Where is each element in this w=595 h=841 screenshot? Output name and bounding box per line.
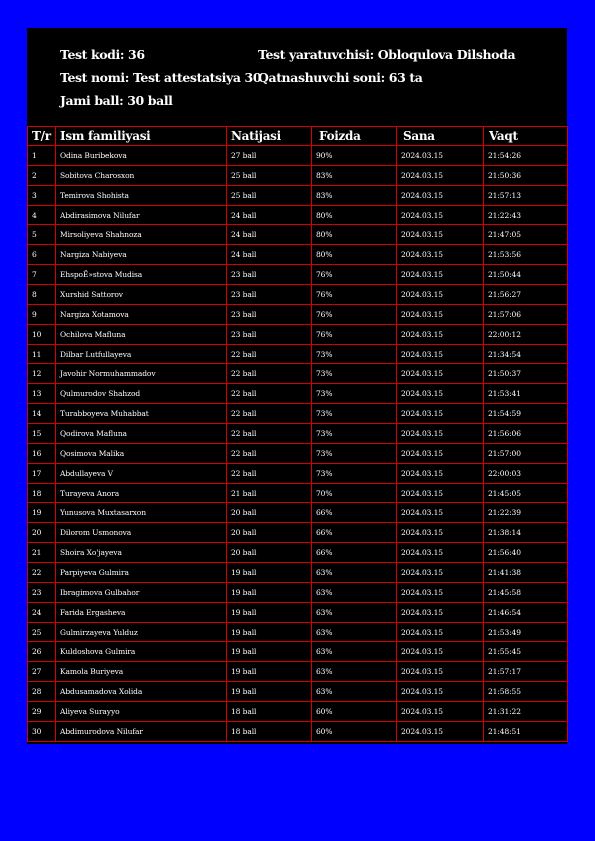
row-number: 13 — [28, 384, 56, 404]
column-header-name: Ism familiyasi — [56, 127, 227, 146]
participant-name: Temirova Shohista — [56, 185, 227, 205]
table-row — [28, 662, 568, 682]
result-score: 19 ball — [227, 622, 312, 642]
row-number: 18 — [28, 483, 56, 503]
result-score: 22 ball — [227, 384, 312, 404]
result-date: 2024.03.15 — [397, 622, 484, 642]
table-row — [28, 344, 568, 364]
result-percent: 80% — [312, 205, 397, 225]
table-row — [28, 463, 568, 483]
result-date: 2024.03.15 — [397, 205, 484, 225]
result-percent: 83% — [312, 165, 397, 185]
result-date: 2024.03.15 — [397, 563, 484, 583]
result-date: 2024.03.15 — [397, 443, 484, 463]
table-row — [28, 285, 568, 305]
result-score: 19 ball — [227, 563, 312, 583]
result-score: 22 ball — [227, 463, 312, 483]
result-date: 2024.03.15 — [397, 682, 484, 702]
table-row — [28, 185, 568, 205]
table-row — [28, 265, 568, 285]
table-header-row — [28, 127, 568, 146]
row-number: 1 — [28, 146, 56, 166]
row-number: 29 — [28, 702, 56, 722]
result-time: 21:55:45 — [484, 642, 568, 662]
result-time: 21:46:54 — [484, 602, 568, 622]
row-number: 27 — [28, 662, 56, 682]
result-percent: 60% — [312, 721, 397, 741]
result-percent: 63% — [312, 662, 397, 682]
participant-name: Shoira Xo'jayeva — [56, 543, 227, 563]
row-number: 14 — [28, 404, 56, 424]
table-row — [28, 602, 568, 622]
result-percent: 76% — [312, 265, 397, 285]
table-row — [28, 483, 568, 503]
participant-name: Qodirova Mafluna — [56, 424, 227, 444]
result-percent: 83% — [312, 185, 397, 205]
participant-name: Aliyeva Surayyo — [56, 702, 227, 722]
table-row — [28, 205, 568, 225]
result-date: 2024.03.15 — [397, 463, 484, 483]
table-row — [28, 324, 568, 344]
result-time: 21:31:22 — [484, 702, 568, 722]
row-number: 20 — [28, 523, 56, 543]
result-score: 25 ball — [227, 185, 312, 205]
result-time: 21:50:36 — [484, 165, 568, 185]
result-date: 2024.03.15 — [397, 324, 484, 344]
participant-name: Abdimurodova Nilufar — [56, 721, 227, 741]
participant-name: Turayeva Anora — [56, 483, 227, 503]
table-row — [28, 642, 568, 662]
table-row — [28, 146, 568, 166]
result-score: 23 ball — [227, 265, 312, 285]
participant-name: Mirsoliyeva Shahnoza — [56, 225, 227, 245]
result-time: 21:53:49 — [484, 622, 568, 642]
column-header-number: T/r — [28, 127, 56, 146]
result-date: 2024.03.15 — [397, 265, 484, 285]
result-time: 21:50:37 — [484, 364, 568, 384]
result-score: 19 ball — [227, 582, 312, 602]
result-score: 19 ball — [227, 662, 312, 682]
table-row — [28, 165, 568, 185]
table-row — [28, 682, 568, 702]
result-percent: 70% — [312, 483, 397, 503]
result-percent: 66% — [312, 503, 397, 523]
participant-name: Yunusova Muxtasarxon — [56, 503, 227, 523]
participant-name: Abdusamadova Xolida — [56, 682, 227, 702]
table-row — [28, 245, 568, 265]
test-info-header — [27, 28, 567, 126]
row-number: 19 — [28, 503, 56, 523]
result-score: 19 ball — [227, 602, 312, 622]
participant-name: Dilbar Lutfullayeva — [56, 344, 227, 364]
row-number: 21 — [28, 543, 56, 563]
result-percent: 63% — [312, 682, 397, 702]
result-percent: 66% — [312, 523, 397, 543]
result-score: 22 ball — [227, 344, 312, 364]
result-score: 23 ball — [227, 285, 312, 305]
column-header-result: Natijasi — [227, 127, 312, 146]
test-name: Test nomi: Test attestatsiya 30 — [60, 70, 262, 85]
results-table — [27, 126, 568, 742]
row-number: 12 — [28, 364, 56, 384]
result-score: 19 ball — [227, 642, 312, 662]
column-header-percent: Foizda — [312, 127, 397, 146]
table-row — [28, 563, 568, 583]
result-time: 21:22:43 — [484, 205, 568, 225]
result-score: 23 ball — [227, 324, 312, 344]
results-sheet — [27, 28, 567, 744]
result-time: 21:58:55 — [484, 682, 568, 702]
result-time: 21:57:13 — [484, 185, 568, 205]
result-percent: 73% — [312, 364, 397, 384]
table-row — [28, 582, 568, 602]
result-time: 21:54:59 — [484, 404, 568, 424]
result-date: 2024.03.15 — [397, 523, 484, 543]
row-number: 6 — [28, 245, 56, 265]
table-row — [28, 523, 568, 543]
table-row — [28, 721, 568, 741]
participant-name: Qosimova Malika — [56, 443, 227, 463]
row-number: 30 — [28, 721, 56, 741]
result-percent: 73% — [312, 384, 397, 404]
table-row — [28, 384, 568, 404]
participant-name: Nargiza Xotamova — [56, 304, 227, 324]
result-date: 2024.03.15 — [397, 602, 484, 622]
result-date: 2024.03.15 — [397, 344, 484, 364]
result-score: 20 ball — [227, 523, 312, 543]
result-percent: 73% — [312, 443, 397, 463]
row-number: 3 — [28, 185, 56, 205]
result-date: 2024.03.15 — [397, 702, 484, 722]
result-time: 21:56:40 — [484, 543, 568, 563]
result-date: 2024.03.15 — [397, 662, 484, 682]
result-percent: 66% — [312, 543, 397, 563]
result-percent: 90% — [312, 146, 397, 166]
result-time: 21:50:44 — [484, 265, 568, 285]
result-score: 19 ball — [227, 682, 312, 702]
participant-name: EhspoЁ»stova Mudisa — [56, 265, 227, 285]
result-date: 2024.03.15 — [397, 424, 484, 444]
result-date: 2024.03.15 — [397, 285, 484, 305]
result-score: 21 ball — [227, 483, 312, 503]
result-percent: 80% — [312, 225, 397, 245]
result-date: 2024.03.15 — [397, 483, 484, 503]
result-score: 24 ball — [227, 245, 312, 265]
participant-name: Ochilova Mafluna — [56, 324, 227, 344]
table-body — [28, 146, 568, 742]
result-score: 23 ball — [227, 304, 312, 324]
result-score: 22 ball — [227, 364, 312, 384]
result-date: 2024.03.15 — [397, 364, 484, 384]
result-score: 20 ball — [227, 503, 312, 523]
row-number: 26 — [28, 642, 56, 662]
result-score: 22 ball — [227, 424, 312, 444]
result-date: 2024.03.15 — [397, 146, 484, 166]
participant-name: Odina Buribekova — [56, 146, 227, 166]
result-time: 21:45:05 — [484, 483, 568, 503]
row-number: 9 — [28, 304, 56, 324]
result-time: 21:41:38 — [484, 563, 568, 583]
result-percent: 73% — [312, 424, 397, 444]
result-score: 24 ball — [227, 205, 312, 225]
result-percent: 80% — [312, 245, 397, 265]
row-number: 7 — [28, 265, 56, 285]
table-row — [28, 225, 568, 245]
result-percent: 63% — [312, 563, 397, 583]
row-number: 22 — [28, 563, 56, 583]
column-header-date: Sana — [397, 127, 484, 146]
result-score: 25 ball — [227, 165, 312, 185]
result-time: 21:57:17 — [484, 662, 568, 682]
result-time: 21:48:51 — [484, 721, 568, 741]
row-number: 23 — [28, 582, 56, 602]
result-time: 21:47:05 — [484, 225, 568, 245]
table-row — [28, 503, 568, 523]
result-time: 21:57:06 — [484, 304, 568, 324]
row-number: 25 — [28, 622, 56, 642]
participant-name: Dilorom Usmonova — [56, 523, 227, 543]
row-number: 24 — [28, 602, 56, 622]
result-percent: 63% — [312, 582, 397, 602]
result-time: 21:34:54 — [484, 344, 568, 364]
result-time: 21:56:06 — [484, 424, 568, 444]
row-number: 28 — [28, 682, 56, 702]
result-percent: 73% — [312, 463, 397, 483]
table-row — [28, 304, 568, 324]
result-score: 18 ball — [227, 702, 312, 722]
result-time: 21:54:26 — [484, 146, 568, 166]
result-percent: 63% — [312, 602, 397, 622]
row-number: 11 — [28, 344, 56, 364]
result-score: 22 ball — [227, 404, 312, 424]
test-creator: Test yaratuvchisi: Obloqulova Dilshoda — [258, 47, 516, 62]
participant-count: Qatnashuvchi soni: 63 ta — [258, 70, 423, 85]
result-percent: 76% — [312, 304, 397, 324]
table-row — [28, 702, 568, 722]
result-date: 2024.03.15 — [397, 404, 484, 424]
participant-name: Parpiyeva Gulmira — [56, 563, 227, 583]
participant-name: Ibragimova Gulbahor — [56, 582, 227, 602]
participant-name: Sobitova Charosxon — [56, 165, 227, 185]
result-percent: 73% — [312, 404, 397, 424]
participant-name: Nargiza Nabiyeva — [56, 245, 227, 265]
result-date: 2024.03.15 — [397, 503, 484, 523]
result-date: 2024.03.15 — [397, 225, 484, 245]
result-score: 22 ball — [227, 443, 312, 463]
result-date: 2024.03.15 — [397, 543, 484, 563]
result-time: 21:53:41 — [484, 384, 568, 404]
result-date: 2024.03.15 — [397, 185, 484, 205]
result-date: 2024.03.15 — [397, 384, 484, 404]
column-header-time: Vaqt — [484, 127, 568, 146]
result-time: 21:56:27 — [484, 285, 568, 305]
result-date: 2024.03.15 — [397, 721, 484, 741]
result-time: 22:00:12 — [484, 324, 568, 344]
result-date: 2024.03.15 — [397, 582, 484, 602]
participant-name: Javohir Normuhammadov — [56, 364, 227, 384]
result-score: 24 ball — [227, 225, 312, 245]
row-number: 5 — [28, 225, 56, 245]
result-time: 21:22:39 — [484, 503, 568, 523]
row-number: 4 — [28, 205, 56, 225]
participant-name: Kuldoshova Gulmira — [56, 642, 227, 662]
result-date: 2024.03.15 — [397, 245, 484, 265]
result-date: 2024.03.15 — [397, 642, 484, 662]
participant-name: Gulmirzayeva Yulduz — [56, 622, 227, 642]
result-time: 21:38:14 — [484, 523, 568, 543]
participant-name: Abdullayeva V — [56, 463, 227, 483]
result-time: 21:45:58 — [484, 582, 568, 602]
result-percent: 76% — [312, 324, 397, 344]
participant-name: Abdirasimova Nilufar — [56, 205, 227, 225]
total-score: Jami ball: 30 ball — [60, 93, 173, 108]
result-percent: 63% — [312, 622, 397, 642]
row-number: 10 — [28, 324, 56, 344]
table-row — [28, 443, 568, 463]
table-row — [28, 543, 568, 563]
result-date: 2024.03.15 — [397, 165, 484, 185]
test-code: Test kodi: 36 — [60, 47, 145, 62]
result-score: 27 ball — [227, 146, 312, 166]
result-percent: 60% — [312, 702, 397, 722]
result-percent: 63% — [312, 642, 397, 662]
table-row — [28, 364, 568, 384]
participant-name: Turabboyeva Muhabbat — [56, 404, 227, 424]
result-score: 20 ball — [227, 543, 312, 563]
result-date: 2024.03.15 — [397, 304, 484, 324]
table-row — [28, 404, 568, 424]
result-time: 21:57:00 — [484, 443, 568, 463]
participant-name: Farida Ergasheva — [56, 602, 227, 622]
participant-name: Qulmurodov Shahzod — [56, 384, 227, 404]
result-time: 21:53:56 — [484, 245, 568, 265]
result-time: 22:00:03 — [484, 463, 568, 483]
result-percent: 76% — [312, 285, 397, 305]
row-number: 16 — [28, 443, 56, 463]
table-row — [28, 424, 568, 444]
row-number: 15 — [28, 424, 56, 444]
row-number: 2 — [28, 165, 56, 185]
row-number: 17 — [28, 463, 56, 483]
result-percent: 73% — [312, 344, 397, 364]
participant-name: Xurshid Sattorov — [56, 285, 227, 305]
table-row — [28, 622, 568, 642]
participant-name: Kamola Buriyeva — [56, 662, 227, 682]
row-number: 8 — [28, 285, 56, 305]
result-score: 18 ball — [227, 721, 312, 741]
